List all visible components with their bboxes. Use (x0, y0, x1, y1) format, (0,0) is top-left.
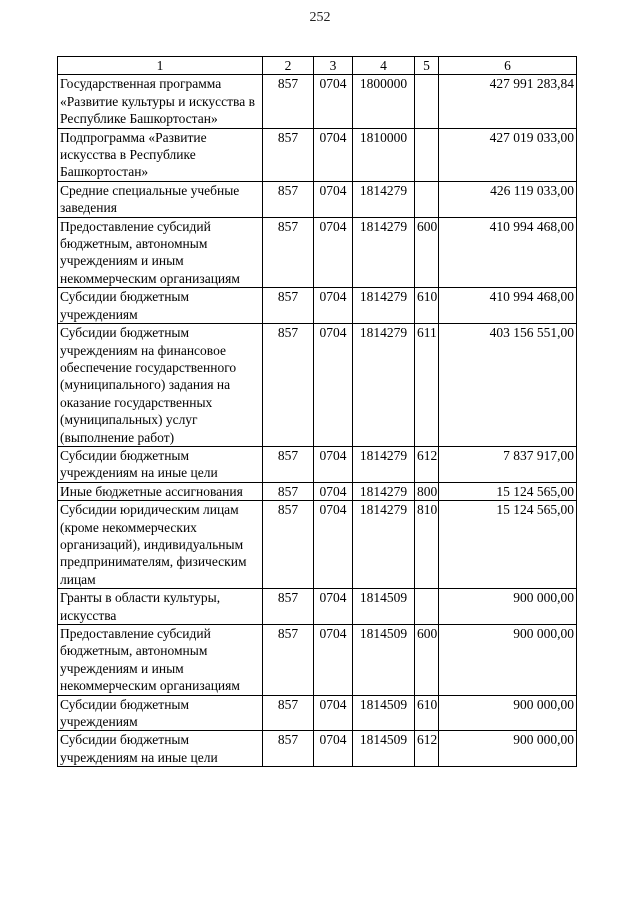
row-section-code-cell: 0704 (314, 446, 353, 482)
row-department-code-cell: 857 (263, 288, 314, 324)
table-row (58, 482, 577, 500)
row-target-item-code-cell: 1814279 (353, 181, 415, 217)
row-amount-cell: 410 994 468,00 (439, 288, 577, 324)
row-section-code-cell: 0704 (314, 589, 353, 625)
table-row (58, 625, 577, 696)
column-header-6: 6 (439, 57, 577, 75)
row-section-code-cell: 0704 (314, 625, 353, 696)
column-header-2: 2 (263, 57, 314, 75)
row-expense-type-code-cell (415, 181, 439, 217)
row-section-code-cell: 0704 (314, 75, 353, 128)
table-row (58, 128, 577, 181)
row-target-item-code-cell: 1814279 (353, 324, 415, 447)
table-body (58, 75, 577, 767)
row-amount-cell: 900 000,00 (439, 695, 577, 731)
table-row (58, 589, 577, 625)
row-department-code-cell: 857 (263, 589, 314, 625)
column-header-3: 3 (314, 57, 353, 75)
row-section-code-cell: 0704 (314, 217, 353, 288)
row-department-code-cell: 857 (263, 731, 314, 767)
row-target-item-code-cell: 1814279 (353, 482, 415, 500)
row-amount-cell: 426 119 033,00 (439, 181, 577, 217)
row-name-cell: Субсидии бюджетным учреждениям на иные цели (58, 446, 263, 482)
row-expense-type-code-cell: 612 (415, 446, 439, 482)
row-name-cell: Иные бюджетные ассигнования (58, 482, 263, 500)
row-expense-type-code-cell: 610 (415, 695, 439, 731)
row-department-code-cell: 857 (263, 324, 314, 447)
row-expense-type-code-cell: 600 (415, 217, 439, 288)
row-name-cell: Субсидии бюджетным учреждениям на иные цели (58, 731, 263, 767)
row-target-item-code-cell: 1814279 (353, 446, 415, 482)
row-section-code-cell: 0704 (314, 324, 353, 447)
table-row (58, 75, 577, 128)
row-amount-cell: 15 124 565,00 (439, 482, 577, 500)
column-header-5: 5 (415, 57, 439, 75)
row-amount-cell: 403 156 551,00 (439, 324, 577, 447)
row-expense-type-code-cell: 610 (415, 288, 439, 324)
row-expense-type-code-cell: 600 (415, 625, 439, 696)
budget-table (57, 56, 577, 767)
row-target-item-code-cell: 1814509 (353, 731, 415, 767)
column-header-4: 4 (353, 57, 415, 75)
page-number: 252 (309, 10, 331, 25)
row-expense-type-code-cell: 611 (415, 324, 439, 447)
row-name-cell: Гранты в области культуры, искусства (58, 589, 263, 625)
row-amount-cell: 900 000,00 (439, 625, 577, 696)
column-header-1: 1 (58, 57, 263, 75)
row-expense-type-code-cell: 612 (415, 731, 439, 767)
row-name-cell: Субсидии бюджетным учреждениям на финансовое обеспечение государственного (муниципального) задания на оказание государственных (муниципальных) услуг (выполнение работ) (58, 324, 263, 447)
row-department-code-cell: 857 (263, 217, 314, 288)
row-name-cell: Государственная программа «Развитие культуры и искусства в Республике Башкортостан» (58, 75, 263, 128)
row-target-item-code-cell: 1814279 (353, 288, 415, 324)
row-amount-cell: 410 994 468,00 (439, 217, 577, 288)
row-target-item-code-cell: 1814509 (353, 625, 415, 696)
row-name-cell: Предоставление субсидий бюджетным, автономным учреждениям и иным некоммерческим организациям (58, 625, 263, 696)
row-department-code-cell: 857 (263, 446, 314, 482)
row-name-cell: Подпрограмма «Развитие искусства в Республике Башкортостан» (58, 128, 263, 181)
row-section-code-cell: 0704 (314, 288, 353, 324)
row-amount-cell: 900 000,00 (439, 589, 577, 625)
row-target-item-code-cell: 1814279 (353, 501, 415, 589)
row-department-code-cell: 857 (263, 181, 314, 217)
table-row (58, 446, 577, 482)
row-target-item-code-cell: 1814509 (353, 695, 415, 731)
table-row (58, 501, 577, 589)
row-name-cell: Субсидии юридическим лицам (кроме некоммерческих организаций), индивидуальным предпринимателям, физическим лицам (58, 501, 263, 589)
row-section-code-cell: 0704 (314, 482, 353, 500)
row-section-code-cell: 0704 (314, 181, 353, 217)
table-row (58, 731, 577, 767)
row-section-code-cell: 0704 (314, 731, 353, 767)
row-amount-cell: 15 124 565,00 (439, 501, 577, 589)
row-section-code-cell: 0704 (314, 695, 353, 731)
row-target-item-code-cell: 1800000 (353, 75, 415, 128)
row-amount-cell: 427 019 033,00 (439, 128, 577, 181)
row-name-cell: Предоставление субсидий бюджетным, автономным учреждениям и иным некоммерческим организациям (58, 217, 263, 288)
row-amount-cell: 427 991 283,84 (439, 75, 577, 128)
table-row (58, 324, 577, 447)
row-target-item-code-cell: 1814279 (353, 217, 415, 288)
table-row (58, 181, 577, 217)
row-expense-type-code-cell (415, 589, 439, 625)
row-amount-cell: 900 000,00 (439, 731, 577, 767)
row-department-code-cell: 857 (263, 695, 314, 731)
row-department-code-cell: 857 (263, 75, 314, 128)
row-name-cell: Субсидии бюджетным учреждениям (58, 288, 263, 324)
row-amount-cell: 7 837 917,00 (439, 446, 577, 482)
row-expense-type-code-cell (415, 75, 439, 128)
row-name-cell: Средние специальные учебные заведения (58, 181, 263, 217)
row-expense-type-code-cell: 800 (415, 482, 439, 500)
row-expense-type-code-cell: 810 (415, 501, 439, 589)
table-row (58, 288, 577, 324)
table-header-row (58, 57, 577, 75)
row-target-item-code-cell: 1814509 (353, 589, 415, 625)
row-department-code-cell: 857 (263, 482, 314, 500)
row-expense-type-code-cell (415, 128, 439, 181)
row-name-cell: Субсидии бюджетным учреждениям (58, 695, 263, 731)
row-target-item-code-cell: 1810000 (353, 128, 415, 181)
row-section-code-cell: 0704 (314, 128, 353, 181)
row-section-code-cell: 0704 (314, 501, 353, 589)
table-row (58, 217, 577, 288)
table-row (58, 695, 577, 731)
row-department-code-cell: 857 (263, 501, 314, 589)
row-department-code-cell: 857 (263, 128, 314, 181)
row-department-code-cell: 857 (263, 625, 314, 696)
